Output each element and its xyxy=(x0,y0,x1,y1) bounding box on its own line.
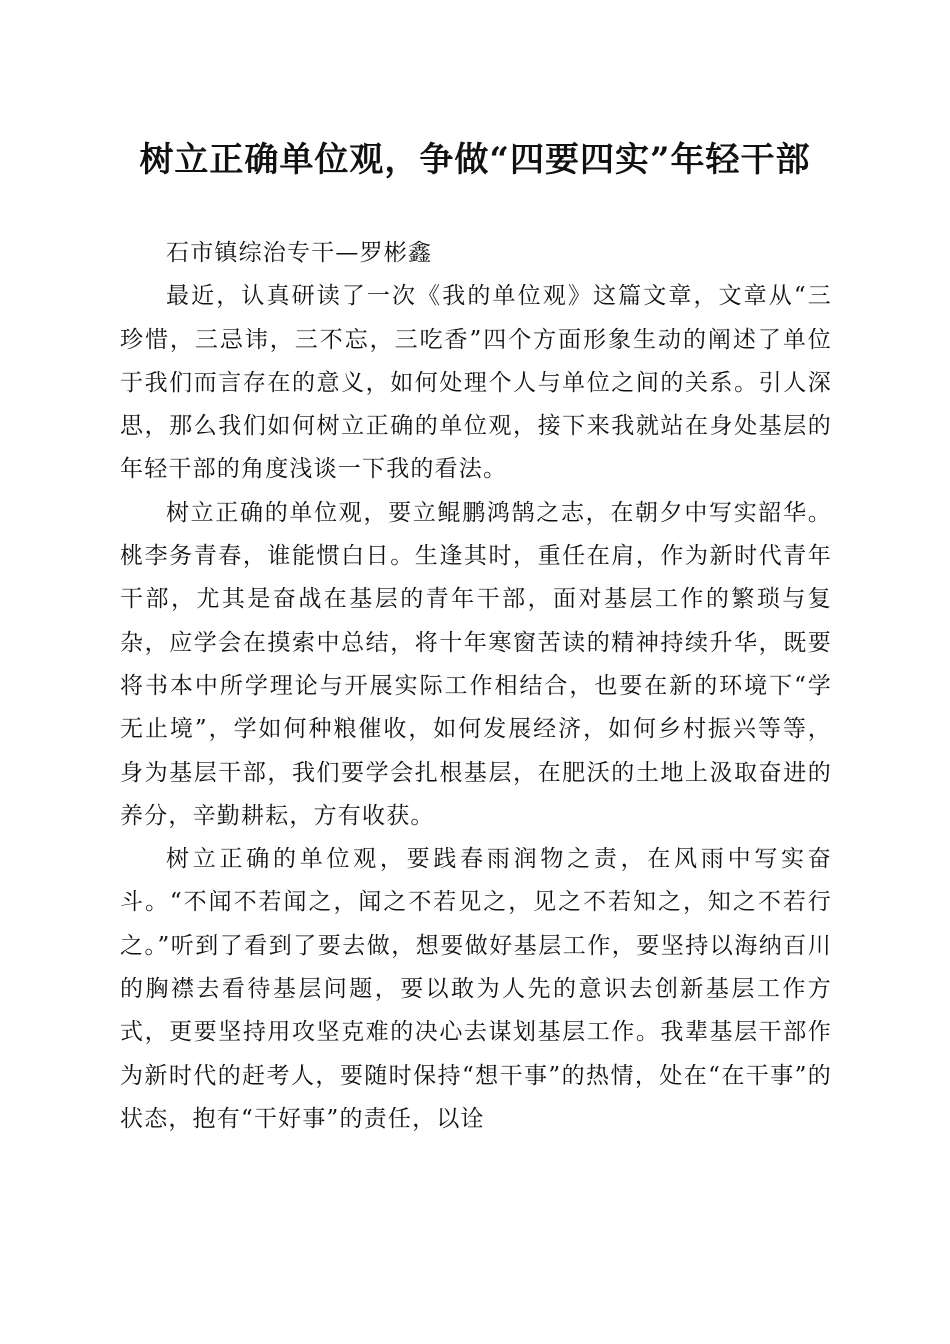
paragraph-1: 最近，认真研读了一次《我的单位观》这篇文章，文章从“三珍惜，三忌讳，三不忘，三吃香”四个方面形象生动的阐述了单位于我们而言存在的意义，如何处理个人与单位之间的关系。引人深思，那么我们如何树立正确的单位观，接下来我就站在身处基层的年轻干部的角度浅谈一下我的看法。 xyxy=(120,283,832,483)
document-body xyxy=(120,232,832,1141)
paragraph-3: 树立正确的单位观，要践春雨润物之责，在风雨中写实奋斗。“不闻不若闻之，闻之不若见之，见之不若知之，知之不若行之。”听到了看到了要去做，想要做好基层工作，要坚持以海纳百川的胸襟去看待基层问题，要以敢为人先的意识去创新基层工作方式，更要坚持用攻坚克难的决心去谋划基层工作。我辈基层干部作为新时代的赶考人，要随时保持“想干事”的热情，处在“在干事”的状态，抱有“干好事”的责任，以诠 xyxy=(120,846,832,1132)
paragraph-2: 树立正确的单位观，要立鲲鹏鸿鹄之志，在朝夕中写实韶华。桃李务青春，谁能惯白日。生逢其时，重任在肩，作为新时代青年干部，尤其是奋战在基层的青年干部，面对基层工作的繁琐与复杂，应学会在摸索中总结，将十年寒窗苦读的精神持续升华，既要将书本中所学理论与开展实际工作相结合，也要在新的环境下“学无止境”，学如何种粮催收，如何发展经济，如何乡村振兴等等，身为基层干部，我们要学会扎根基层，在肥沃的土地上汲取奋进的养分，辛勤耕耘，方有收获。 xyxy=(120,499,832,829)
author-line: 石市镇综治专干—罗彬鑫 xyxy=(166,240,433,266)
document-title: 树立正确单位观，争做“四要四实”年轻干部 xyxy=(139,140,811,180)
